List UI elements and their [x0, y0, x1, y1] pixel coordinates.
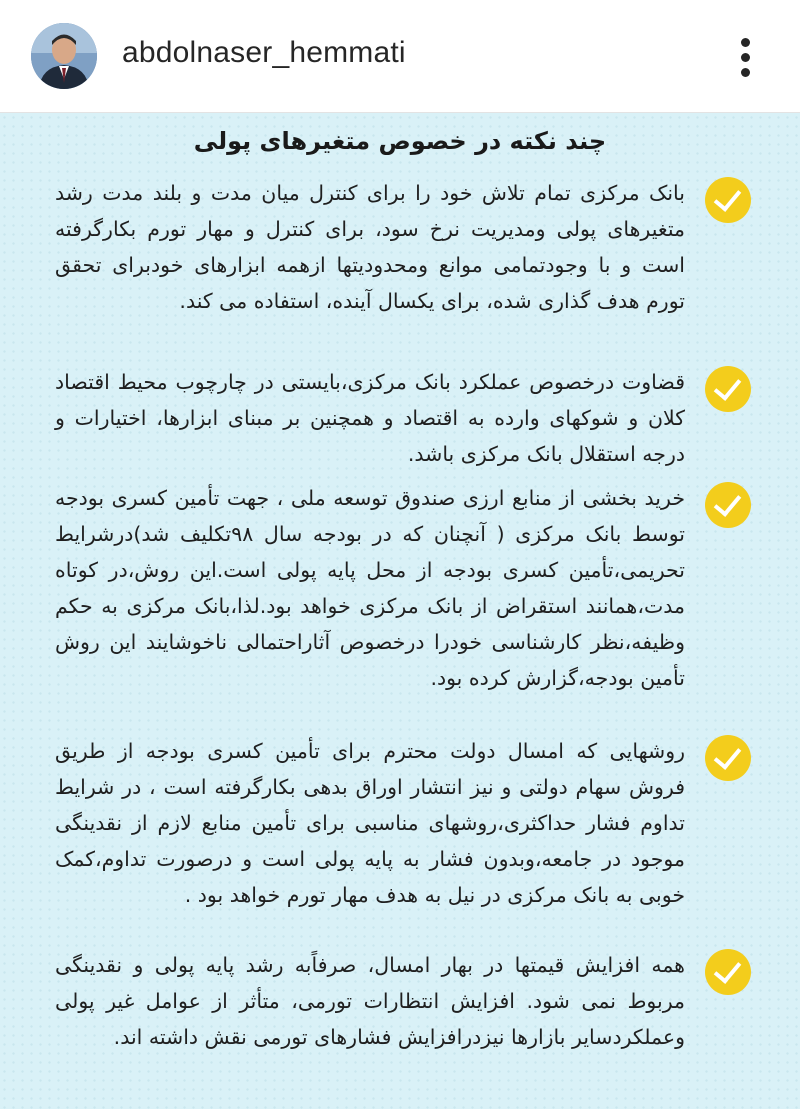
profile-photo-icon: [31, 23, 97, 89]
post-image[interactable]: [0, 113, 800, 1109]
bullet-text: بانک مرکزی تمام تلاش خود را برای کنترل میان مدت و بلند مدت رشد متغیرهای پولی ومدیریت نرخ سود، برای کنترل و مهار تورم بکارگرفته است و با وجودتمامی موانع ومحدودیتها ازهمه ابزارهای خودبرای تحقق تورم هدف گذاری شده، برای یکسال آینده، استفاده می کند.: [55, 181, 685, 313]
check-circle-icon: [705, 735, 751, 781]
bullet-point: [55, 947, 745, 1055]
more-dot: [741, 68, 750, 77]
bullet-text: همه افزایش قیمتها در بهار امسال، صرفاًبه رشد پایه پولی و نقدینگی مربوط نمی شود. افزایش انتظارات تورمی، متأثر از عوامل غیر پولی وعملکردسایر بازارها نیزدرافزایش فشارهای تورمی نقش داشته اند.: [55, 953, 685, 1049]
bullet-text: قضاوت درخصوص عملکرد بانک مرکزی،بایستی در چارچوب محیط اقتصاد کلان و شوکهای وارده به اقتصاد و همچنین بر مبنای ابزارها، اختیارات و درجه استقلال بانک مرکزی باشد.: [55, 370, 685, 466]
more-options-icon[interactable]: [732, 36, 760, 78]
check-circle-icon: [705, 949, 751, 995]
check-circle-icon: [705, 177, 751, 223]
bullet-point: [55, 364, 745, 472]
bullet-point: [55, 733, 745, 913]
bullet-text: خرید بخشی از منابع ارزی صندوق توسعه ملی ، جهت تأمین کسری بودجه توسط بانک مرکزی ( آنچنان که در بودجه سال ۹۸تکلیف شد)درشرایط تحریمی،تأمین کسری بودجه از محل پایه پولی است.این روش،در کوتاه مدت،همانند استقراض از بانک مرکزی خواهد بود.لذا،بانک مرکزی به حکم وظیفه،نظر کارشناسی خودرا درخصوص آثاراحتمالی ناخوشایند این روش تأمین بودجه،گزارش کرده بود.: [55, 486, 685, 690]
username[interactable]: abdolnaser_hemmati: [122, 36, 406, 69]
post-title: چند نکته در خصوص متغیرهای پولی: [193, 127, 607, 155]
post-header: [0, 0, 800, 113]
more-dot: [741, 38, 750, 47]
check-circle-icon: [705, 366, 751, 412]
bullet-text: روشهایی که امسال دولت محترم برای تأمین کسری بودجه از طریق فروش سهام دولتی و نیز انتشار اوراق بدهی بکارگرفته است ، در شرایط تداوم فشار حداکثری،روشهای مناسبی برای تأمین منابع لازم از نقدینگی موجود در جامعه،وبدون فشار به پایه پولی است و درصورت تداوم،کمک خوبی به بانک مرکزی در نیل به هدف مهار تورم خواهد بود .: [55, 739, 685, 907]
check-circle-icon: [705, 482, 751, 528]
bullet-point: [55, 175, 745, 319]
bullet-point: [55, 480, 745, 696]
avatar[interactable]: [31, 23, 97, 89]
more-dot: [741, 53, 750, 62]
